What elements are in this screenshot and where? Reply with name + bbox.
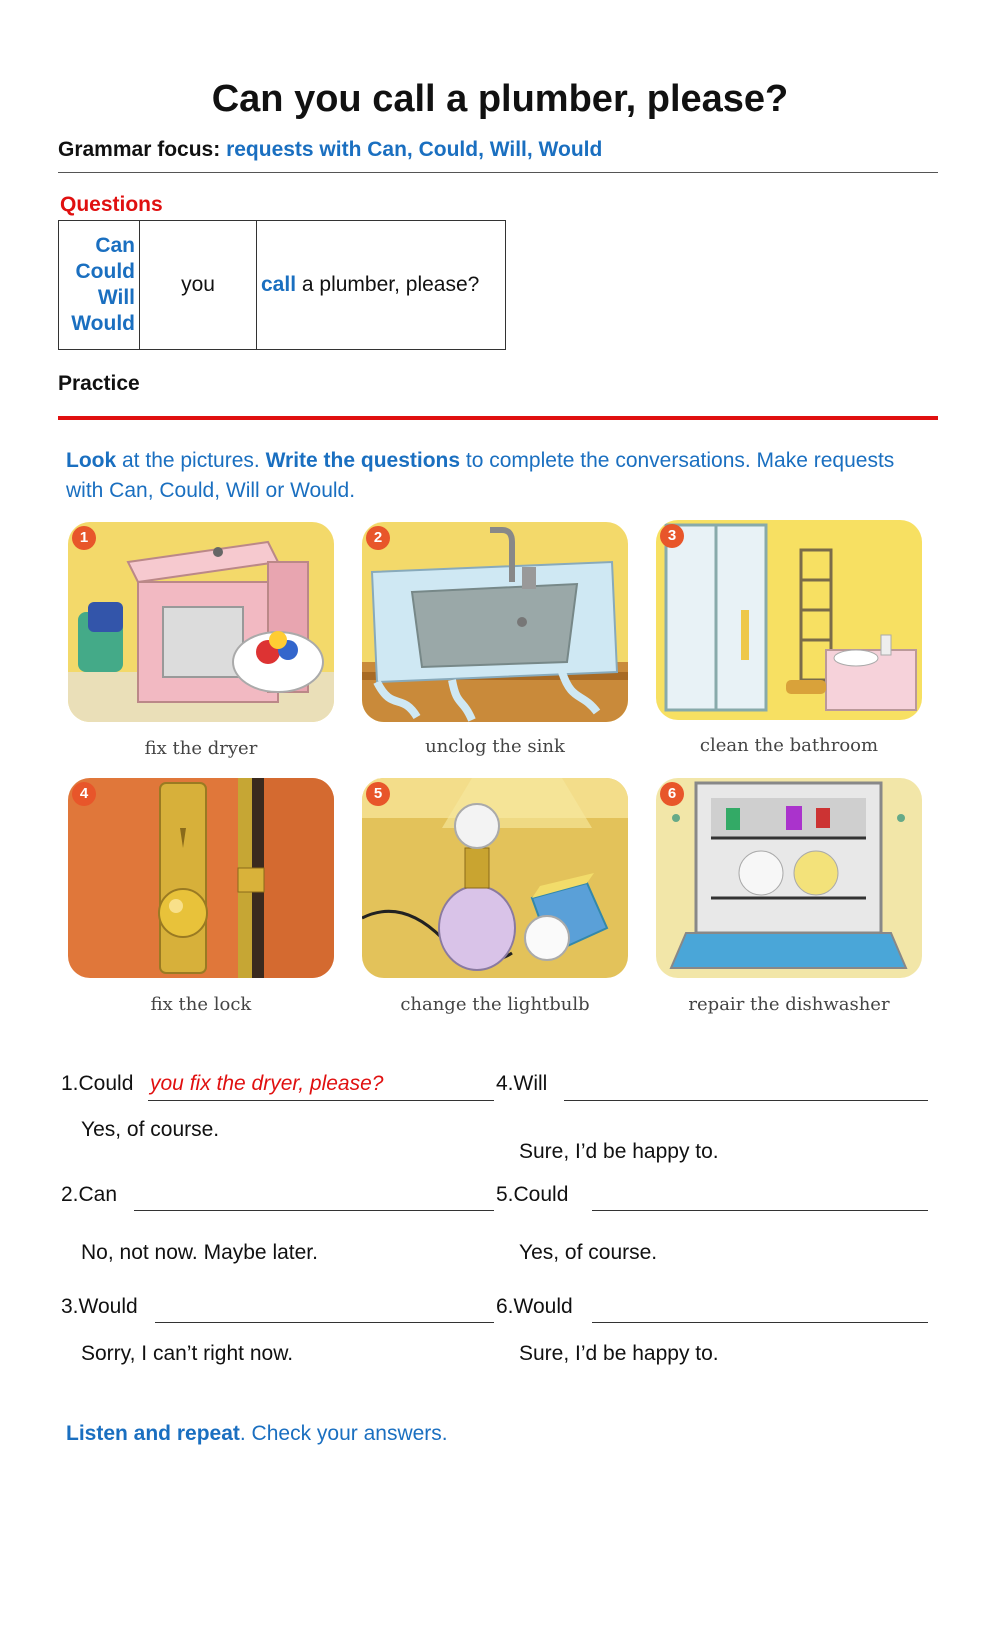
instr-part2: to complete the conversations. Make requests with Can, Could, Will or Would. bbox=[66, 449, 895, 502]
exercise-modal: Would bbox=[78, 1295, 138, 1318]
reply-2: No, not now. Maybe later. bbox=[81, 1241, 318, 1264]
caption: change the lightbulb bbox=[400, 994, 590, 1015]
picture-sink bbox=[362, 522, 628, 722]
modal-would: Would bbox=[71, 312, 135, 335]
practice-heading: Practice bbox=[58, 372, 140, 395]
modal-will: Will bbox=[97, 286, 135, 309]
picture-dishwasher bbox=[656, 778, 922, 978]
exercise-number: 5. bbox=[496, 1183, 514, 1206]
reply-3: Sorry, I can’t right now. bbox=[81, 1342, 294, 1365]
instr-part1: at the pictures. bbox=[116, 449, 266, 472]
modals-cell bbox=[59, 221, 140, 350]
reply-4: Sure, I’d be happy to. bbox=[519, 1140, 719, 1163]
exercise-5 bbox=[496, 1183, 568, 1207]
instr-write: Write the questions bbox=[265, 449, 461, 472]
answer-field-1[interactable]: you fix the dryer, please? bbox=[150, 1072, 384, 1095]
exercise-modal: Will bbox=[513, 1072, 548, 1095]
picture-number: 2 bbox=[366, 526, 390, 550]
exercise-3 bbox=[61, 1295, 138, 1319]
exercise-number: 3. bbox=[61, 1295, 79, 1318]
exercise-modal: Could bbox=[513, 1183, 569, 1206]
reply-1: Yes, of course. bbox=[81, 1118, 220, 1141]
grammar-focus-value: requests with Can, Could, Will, Would bbox=[226, 138, 603, 161]
listen-bold: Listen and repeat bbox=[66, 1422, 240, 1445]
divider bbox=[58, 172, 938, 173]
picture-number: 1 bbox=[72, 526, 96, 550]
picture-bathroom bbox=[656, 520, 922, 720]
caption: repair the dishwasher bbox=[688, 994, 890, 1015]
exercise-6 bbox=[496, 1295, 573, 1319]
answer-line bbox=[592, 1210, 928, 1211]
verb-rest: a plumber, please? bbox=[301, 273, 480, 296]
exercise-modal: Would bbox=[513, 1295, 573, 1318]
picture-lightbulb bbox=[362, 778, 628, 978]
instructions bbox=[66, 446, 906, 506]
listen-rest: . Check your answers. bbox=[239, 1422, 448, 1445]
picture-number: 3 bbox=[660, 524, 684, 548]
listen-instruction bbox=[66, 1422, 448, 1446]
exercise-1 bbox=[61, 1072, 133, 1096]
exercise-2 bbox=[61, 1183, 117, 1207]
caption: unclog the sink bbox=[425, 736, 565, 757]
exercise-modal: Could bbox=[78, 1072, 134, 1095]
caption: clean the bathroom bbox=[699, 735, 879, 756]
reply-6: Sure, I’d be happy to. bbox=[519, 1342, 719, 1365]
reply-5: Yes, of course. bbox=[519, 1241, 658, 1264]
answer-line bbox=[148, 1100, 494, 1101]
grammar-focus-label: Grammar focus: bbox=[58, 138, 221, 161]
caption: fix the lock bbox=[150, 994, 252, 1015]
exercise-4 bbox=[496, 1072, 547, 1096]
picture-number: 6 bbox=[660, 782, 684, 806]
modal-can: Can bbox=[95, 234, 135, 257]
answer-line bbox=[155, 1322, 494, 1323]
picture-number: 4 bbox=[72, 782, 96, 806]
grammar-focus bbox=[58, 138, 602, 162]
exercise-number: 6. bbox=[496, 1295, 514, 1318]
answer-line bbox=[134, 1210, 494, 1211]
exercise-number: 2. bbox=[61, 1183, 79, 1206]
subject-cell: you bbox=[140, 221, 257, 350]
answer-line bbox=[564, 1100, 928, 1101]
verb-cell bbox=[257, 221, 506, 350]
answer-line bbox=[592, 1322, 928, 1323]
picture-dryer bbox=[68, 522, 334, 722]
exercise-modal: Can bbox=[78, 1183, 118, 1206]
questions-heading: Questions bbox=[60, 193, 163, 216]
red-divider bbox=[58, 416, 938, 420]
instr-look: Look bbox=[66, 449, 117, 472]
picture-number: 5 bbox=[366, 782, 390, 806]
page-title: Can you call a plumber, please? bbox=[211, 78, 789, 120]
caption: fix the dryer bbox=[144, 738, 258, 759]
verb-call: call bbox=[261, 273, 297, 296]
exercise-number: 1. bbox=[61, 1072, 79, 1095]
exercise-number: 4. bbox=[496, 1072, 514, 1095]
grammar-table bbox=[58, 220, 506, 350]
modal-could: Could bbox=[75, 260, 135, 283]
picture-lock bbox=[68, 778, 334, 978]
